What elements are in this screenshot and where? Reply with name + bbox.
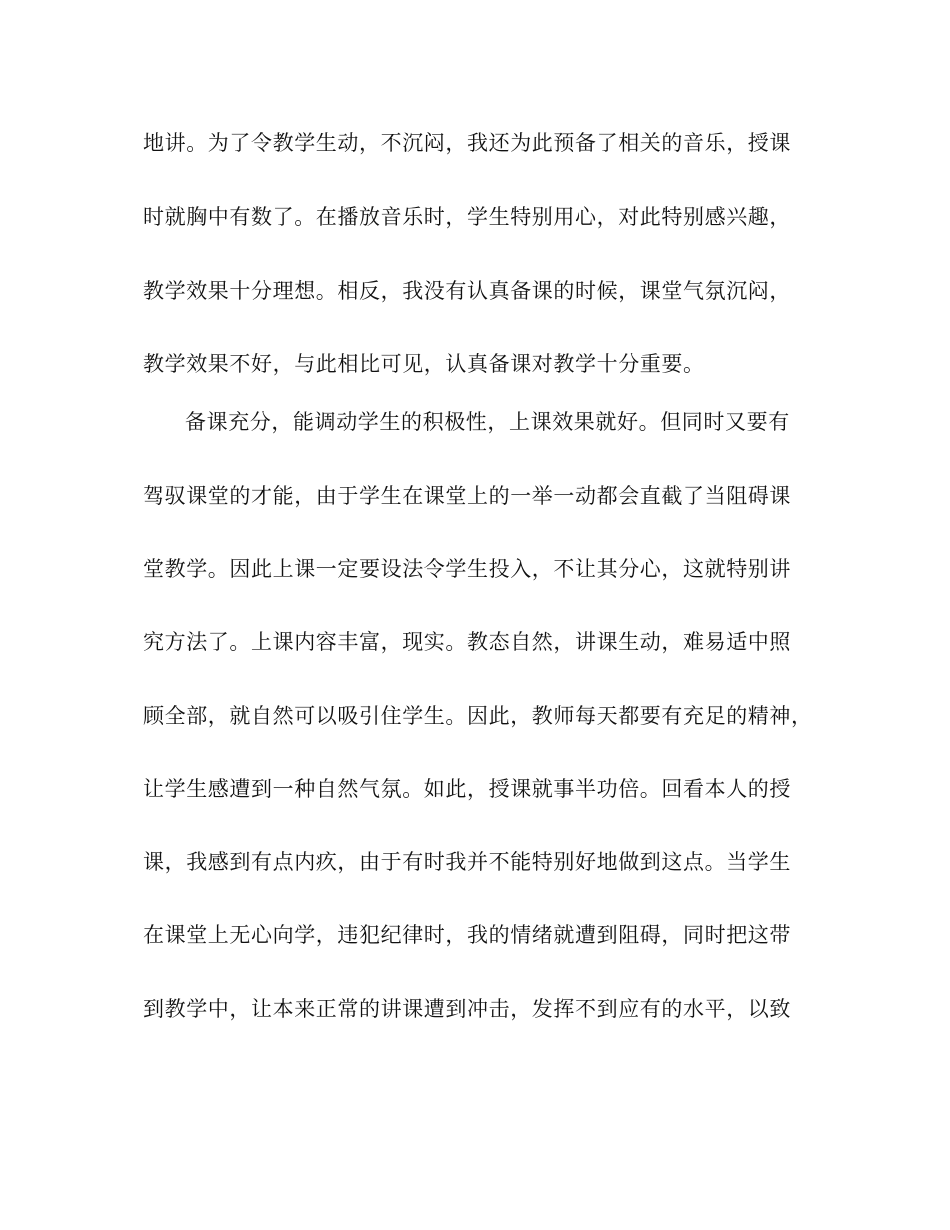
text-line: 教学效果十分理想。相反，我没有认真备课的时候，课堂气氛沉闷， (143, 279, 791, 303)
text-line: 在课堂上无心向学，违犯纪律时，我的情绪就遭到阻碍，同时把这带 (143, 923, 791, 947)
text-line: 课，我感到有点内疚，由于有时我并不能特别好地做到这点。当学生 (143, 850, 791, 874)
paragraph-first-line: 备课充分，能调动学生的积极性，上课效果就好。但同时又要有 (185, 410, 790, 434)
text-line: 教学效果不好，与此相比可见，认真备课对教学十分重要。 (143, 352, 705, 376)
text-line: 让学生感遭到一种自然气氛。如此，授课就事半功倍。回看本人的授 (143, 777, 791, 801)
text-line: 堂教学。因此上课一定要设法令学生投入，不让其分心，这就特别讲 (143, 557, 791, 581)
text-line: 时就胸中有数了。在播放音乐时，学生特别用心，对此特别感兴趣， (143, 205, 791, 229)
text-line: 驾驭课堂的才能，由于学生在课堂上的一举一动都会直截了当阻碍课 (143, 484, 791, 508)
text-line: 顾全部，就自然可以吸引住学生。因此，教师每天都要有充足的精神， (143, 704, 813, 728)
text-line: 究方法了。上课内容丰富，现实。教态自然，讲课生动，难易适中照 (143, 630, 791, 654)
text-line: 地讲。为了令教学生动，不沉闷，我还为此预备了相关的音乐，授课 (143, 131, 791, 155)
text-line: 到教学中，让本来正常的讲课遭到冲击，发挥不到应有的水平，以致 (143, 997, 791, 1021)
